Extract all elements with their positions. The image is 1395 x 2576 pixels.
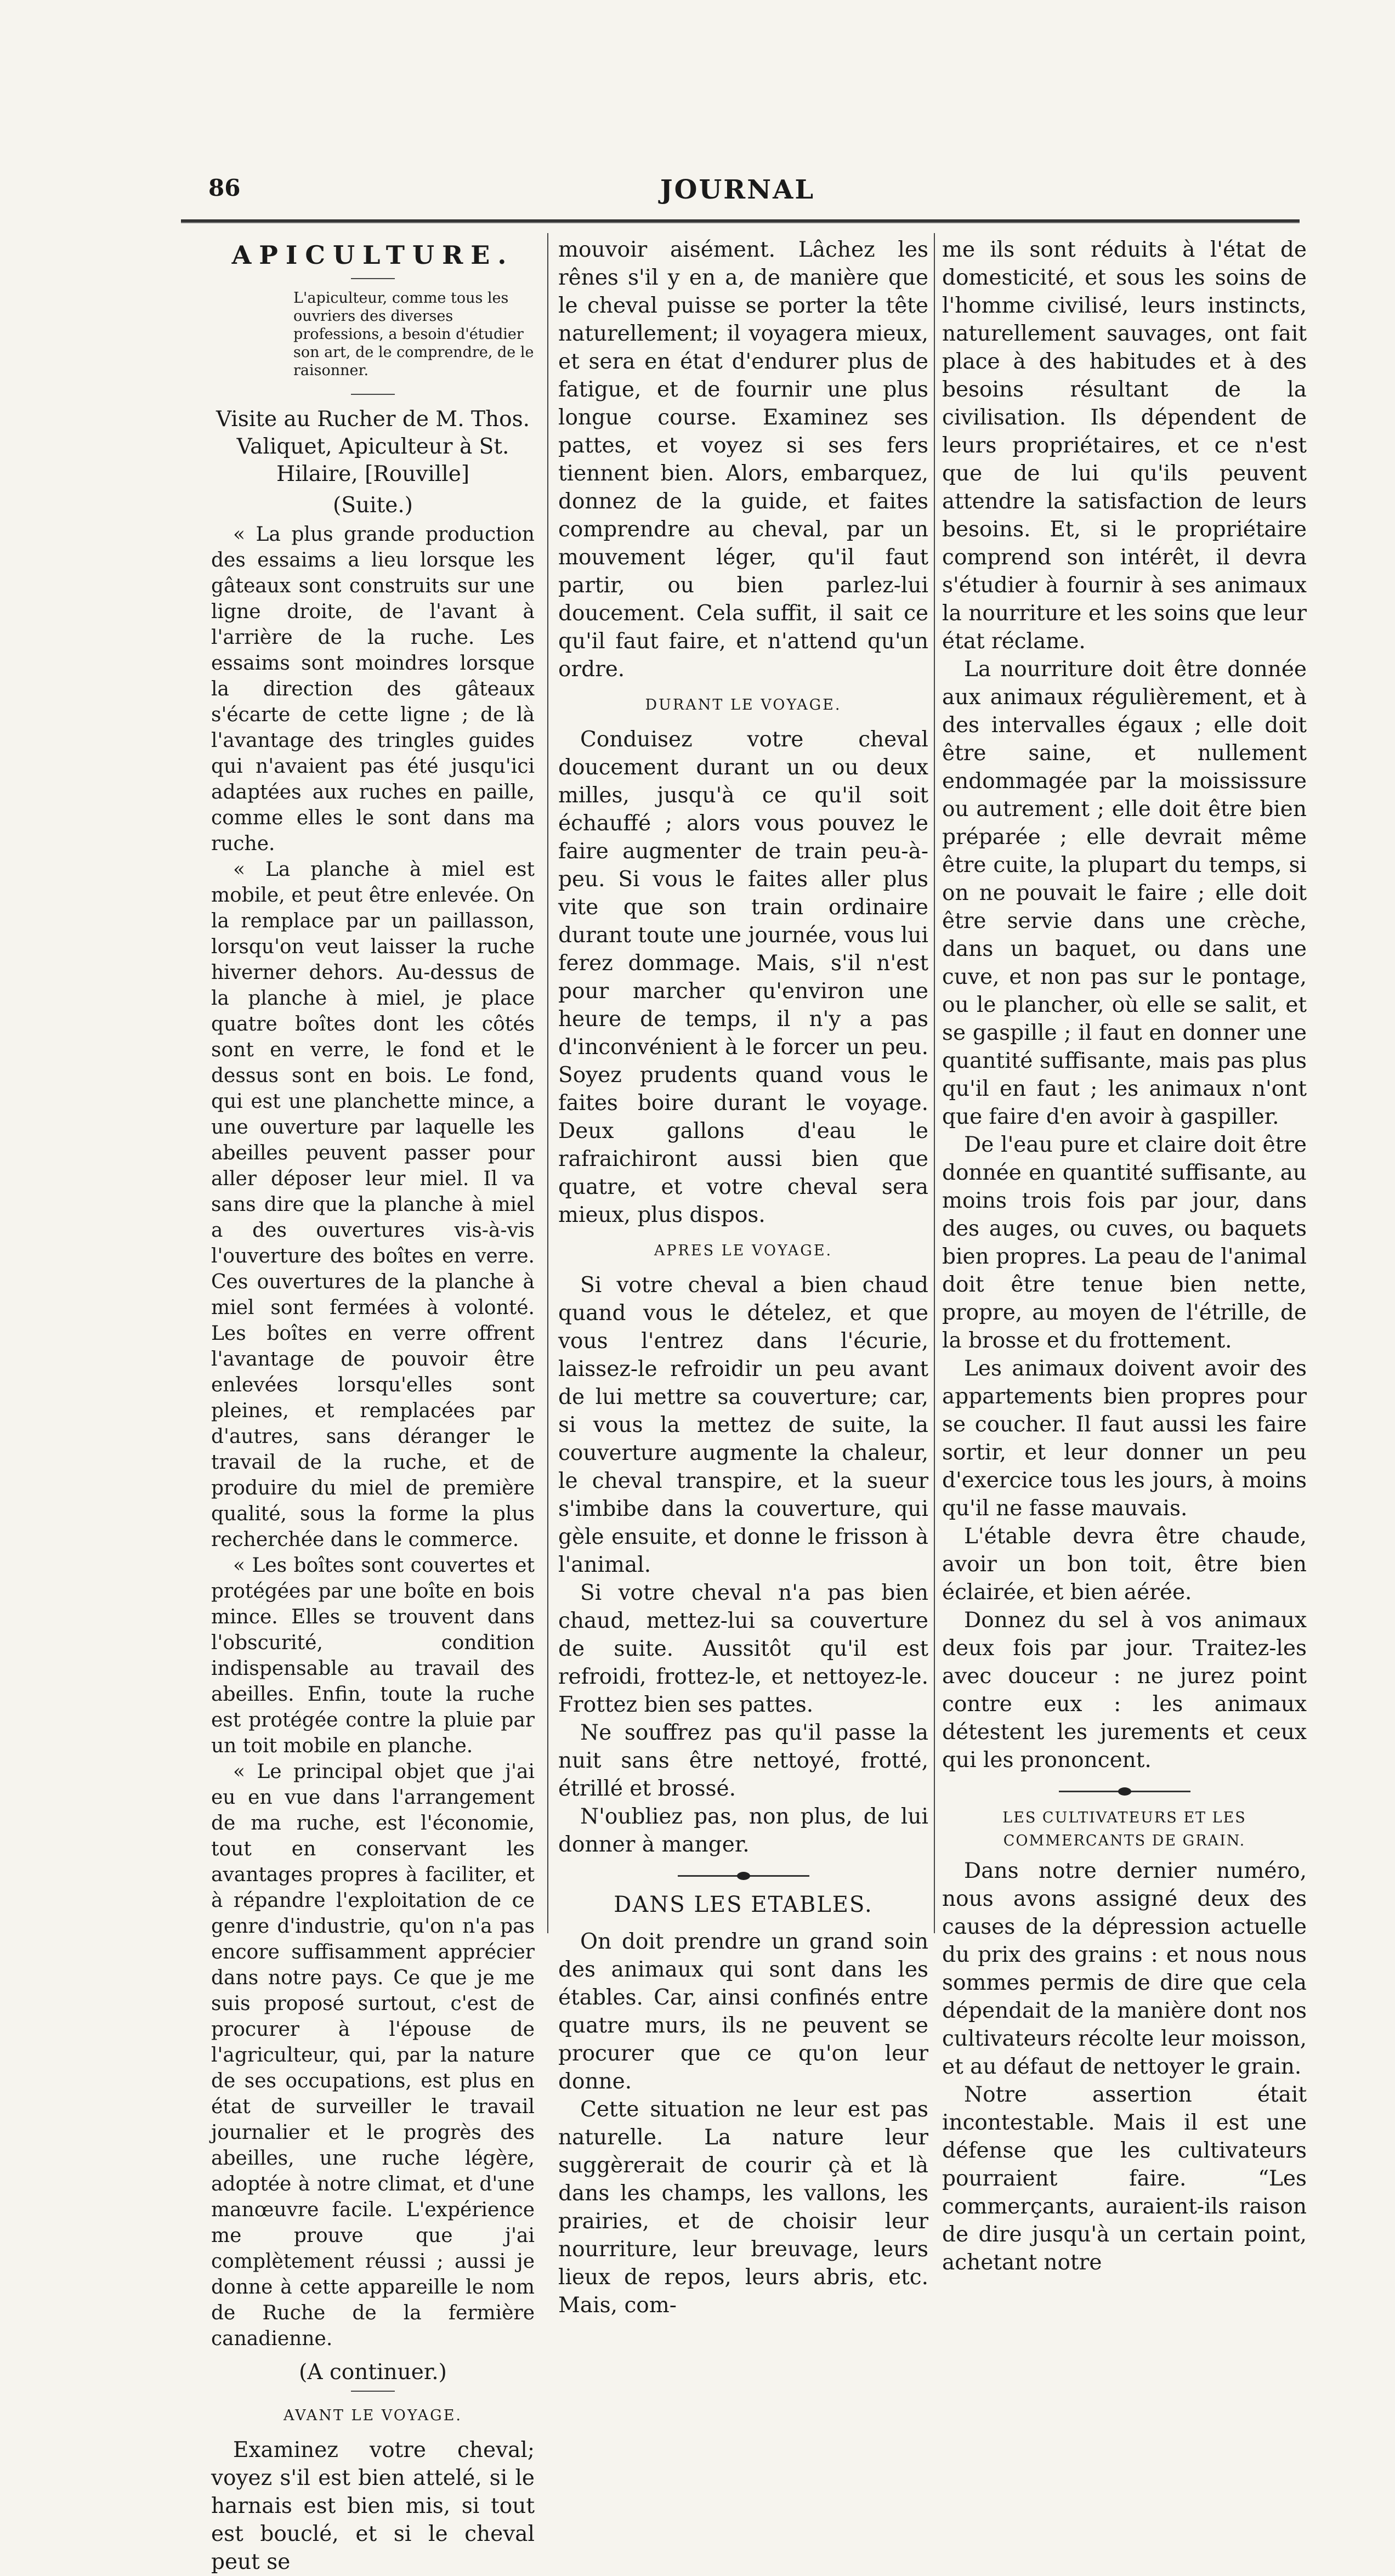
paragraph: De l'eau pure et claire doit être donnée en quantité suffisante, au moins trois fois par jour, dans des auges, ou cuves, ou baquets bien propres. La peau de l'animal doit être tenue bien nette, propre, au moyen de l'étrille, de la brosse et du frottement. [942, 1133, 1307, 1353]
column-1 [211, 236, 535, 2574]
paragraph: La nourriture doit être donnée aux animaux régulièrement, et à des intervalles égaux ; elle doit être saine, et nullement endommagée par la moississure ou autrement ; elle doit être bien préparée ; elle devrait même être cuite, la plupart du temps, si on ne pouvait le faire ; elle doit être servie dans une crèche, dans un baquet, ou dans une cuve, et non pas sur le pontage, ou le plancher, où elle se salit, et se gaspille ; il faut en donner une quantité suffisante, mais pas plus qu'il en faut ; les animaux n'ont que faire d'en avoir à gaspiller. [942, 657, 1307, 1129]
suite-label: (Suite.) [333, 493, 413, 518]
article-separator [1059, 1791, 1190, 1792]
paragraph: Les animaux doivent avoir des appartements bien propres pour se coucher. Il faut aussi les faire sortir, et leur donner un peu d'exercice tous les jours, à moins qu'il ne fasse mauvais. [942, 1356, 1307, 1521]
paragraph: « La planche à miel est mobile, et peut être enlevée. On la remplace par un paillasson, lorsqu'on veut laisser la ruche hiverner dehors. Au-dessus de la planche à miel, je place quatre boîtes dont les côtés sont en verre, le fond et le dessus sont en bois. Le fond, qui est une planchette mince, a une ouverture par laquelle les abeilles peuvent passer pour aller déposer leur miel. Il va sans dire que la planche à miel a des ouvertures vis-à-vis l'ouverture des boîtes en verre. Ces ouvertures de la planche à miel sont fermées à volonté. Les boîtes en verre offrent l'avantage de pouvoir être enlevées lorsqu'elles sont pleines, et remplacées par d'autres, sans déranger le travail de la ruche, et de produire du miel de première qualité, sous la forme la plus recherchée dans le commerce. [211, 858, 535, 1551]
paragraph: Conduisez votre cheval doucement durant un ou deux milles, jusqu'à ce qu'il soit échauffé ; alors vous pouvez le faire augmenter de train peu-à-peu. Si vous le faites aller plus vite que son train ordinaire durant toute une journée, vous lui ferez dommage. Mais, s'il n'est pour marcher qu'environ une heure de temps, il n'y a pas d'inconvénient à le forcer un peu. Soyez prudents quand vous le faites boire durant le voyage. Deux gallons d'eau le rafraichiront aussi bien que quatre, et votre cheval sera mieux, plus dispos. [558, 727, 928, 1227]
section-title-apiculture: APICULTURE. [231, 240, 514, 270]
section-title-avant-voyage: AVANT LE VOYAGE. [283, 2407, 462, 2424]
column-divider [934, 233, 935, 1933]
paragraph: Donnez du sel à vos animaux deux fois par jour. Traitez-les avec douceur : ne jurez point contre eux : les animaux détestent les jurements et ceux qui les prononcent. [942, 1608, 1307, 1773]
paragraph: Dans notre dernier numéro, nous avons assigné deux des causes de la dépression actuelle du prix des grains : et nous nous sommes permis de dire que cela dépendait de la manière dont nos cultivateurs récolte leur moisson, et au défaut de nettoyer le grain. [942, 1859, 1307, 2079]
column-3 [942, 236, 1307, 2275]
paragraph: Notre assertion était incontestable. Mais il est une défense que les cultivateurs pourraient faire. “Les commerçants, auraient-ils raison de dire jusqu'à un certain point, achetant notre [942, 2082, 1307, 2275]
paragraph: On doit prendre un grand soin des animaux qui sont dans les étables. Car, ainsi confinés entre quatre murs, ils ne peuvent se procurer que ce qu'on leur donne. [558, 1929, 928, 2094]
epigraph-separator [351, 394, 395, 395]
paragraph: mouvoir aisément. Lâchez les rênes s'il y en a, de manière que le cheval puisse se porter la tête naturellement; il voyagera mieux, et sera en état d'endurer plus de fatigue, et de fournir une plus longue course. Examinez ses pattes, et voyez si ses fers tiennent bien. Alors, embarquez, donnez de la guide, et faites comprendre au cheval, par un mouvement léger, qu'il faut partir, ou bien parlez-lui doucement. Cela suffit, il sait ce qu'il faut faire, et n'attend qu'un ordre. [558, 237, 928, 682]
column-divider [547, 233, 548, 1933]
header-rule [181, 219, 1300, 223]
article-separator [351, 2391, 395, 2392]
title-separator [351, 278, 395, 279]
article-subtitle: Visite au Rucher de M. Thos. Valiquet, Apiculteur à St. Hilaire, [Rouville] [216, 407, 530, 486]
page-number: 86 [208, 174, 241, 201]
paragraph: L'étable devra être chaude, avoir un bon toit, être bien éclairée, et bien aérée. [942, 1524, 1307, 1605]
section-title-apres-voyage: APRES LE VOYAGE. [654, 1242, 833, 1259]
column-2 [558, 236, 928, 2318]
section-title-dans-les-etables: DANS LES ETABLES. [614, 1892, 873, 1917]
paragraph: « La plus grande production des essaims a lieu lorsque les gâteaux sont construits sur une ligne droite, de l'avant à l'arrière de la ruche. Les essaims sont moindres lorsque la direction des gâteaux s'écarte de cette ligne ; de là l'avantage des tringles guides qui n'avaient pas été jusqu'ici adaptées aux ruches en paille, comme elles le sont dans ma ruche. [211, 523, 535, 855]
journal-title: JOURNAL [660, 174, 815, 205]
section-title-durant-voyage: DURANT LE VOYAGE. [645, 697, 842, 714]
paragraph: Cette situation ne leur est pas naturelle. La nature leur suggèrerait de courir çà et là dans les champs, les vallons, les prairies, et de choisir leur nourriture, leur breuvage, leurs lieux de repos, leurs abris, etc. Mais, com- [558, 2097, 928, 2318]
article-body [211, 522, 535, 2352]
paragraph: « Le principal objet que j'ai eu en vue dans l'arrangement de ma ruche, est l'économie, tout en conservant les avantages propres à faciliter, et à répandre l'exploitation de ce genre d'industrie, qu'on n'a pas encore suffisamment apprécier dans notre pays. Ce que je me suis proposé surtout, c'est de procurer à l'épouse de l'agriculteur, qui, par la nature de ses occupations, est plus en état de surveiller le travail journalier et le progrès des abeilles, une ruche légère, adoptée à notre climat, et d'une manœuvre facile. L'expérience me prouve que j'ai complètement réussi ; aussi je donne à cette appareille le nom de Ruche de la fermière canadienne. [211, 1760, 535, 2350]
page-header [175, 174, 1300, 218]
article-separator [678, 1875, 809, 1877]
paragraph: Examinez votre cheval; voyez s'il est bien attelé, si le harnais est bien mis, si tout est bouclé, et si le cheval peut se [211, 2438, 535, 2574]
paragraph: Si votre cheval a bien chaud quand vous le dételez, et que vous l'entrez dans l'écurie, laissez-le refroidir un peu avant de lui mettre sa couverture; car, si vous la mettez de suite, la couverture augmente la chaleur, le cheval transpire, et la sueur s'imbibe dans la couverture, qui gèle ensuite, et donne le frisson à l'animal. [558, 1273, 928, 1577]
paragraph: N'oubliez pas, non plus, de lui donner à manger. [558, 1804, 928, 1857]
paragraph: Ne souffrez pas qu'il passe la nuit sans être nettoyé, frotté, étrillé et brossé. [558, 1720, 928, 1801]
paragraph: me ils sont réduits à l'état de domesticité, et sous les soins de l'homme civilisé, leurs instincts, naturellement sauvages, ont fait place à des habitudes et à des besoins résultant de la civilisation. Ils dépendent de leurs propriétaires, et ce n'est que de lui qu'ils peuvent attendre la satisfaction de leurs besoins. Et, si le propriétaire comprend son intérêt, il devra s'étudier à fournir à ses animaux la nourriture et les soins que leur état réclame. [942, 237, 1307, 654]
to-continue-label: (A continuer.) [299, 2360, 447, 2385]
paragraph: « Les boîtes sont couvertes et protégées par une boîte en bois mince. Elles se trouvent dans l'obscurité, condition indispensable au travail des abeilles. Enfin, toute la ruche est protégée contre la pluie par un toit mobile en planche. [211, 1554, 535, 1757]
epigraph: L'apiculteur, comme tous les ouvriers des diverses professions, a besoin d'étudier son art, de le comprendre, de le raisonner. [293, 290, 534, 379]
paragraph: Si votre cheval n'a pas bien chaud, mettez-lui sa couverture de suite. Aussitôt qu'il est refroidi, frottez-le, et nettoyez-le. Frottez bien ses pattes. [558, 1581, 928, 1717]
section-title-cultivateurs: LES CULTIVATEURS ET LES COMMERCANTS DE GRAIN. [1002, 1809, 1246, 1849]
